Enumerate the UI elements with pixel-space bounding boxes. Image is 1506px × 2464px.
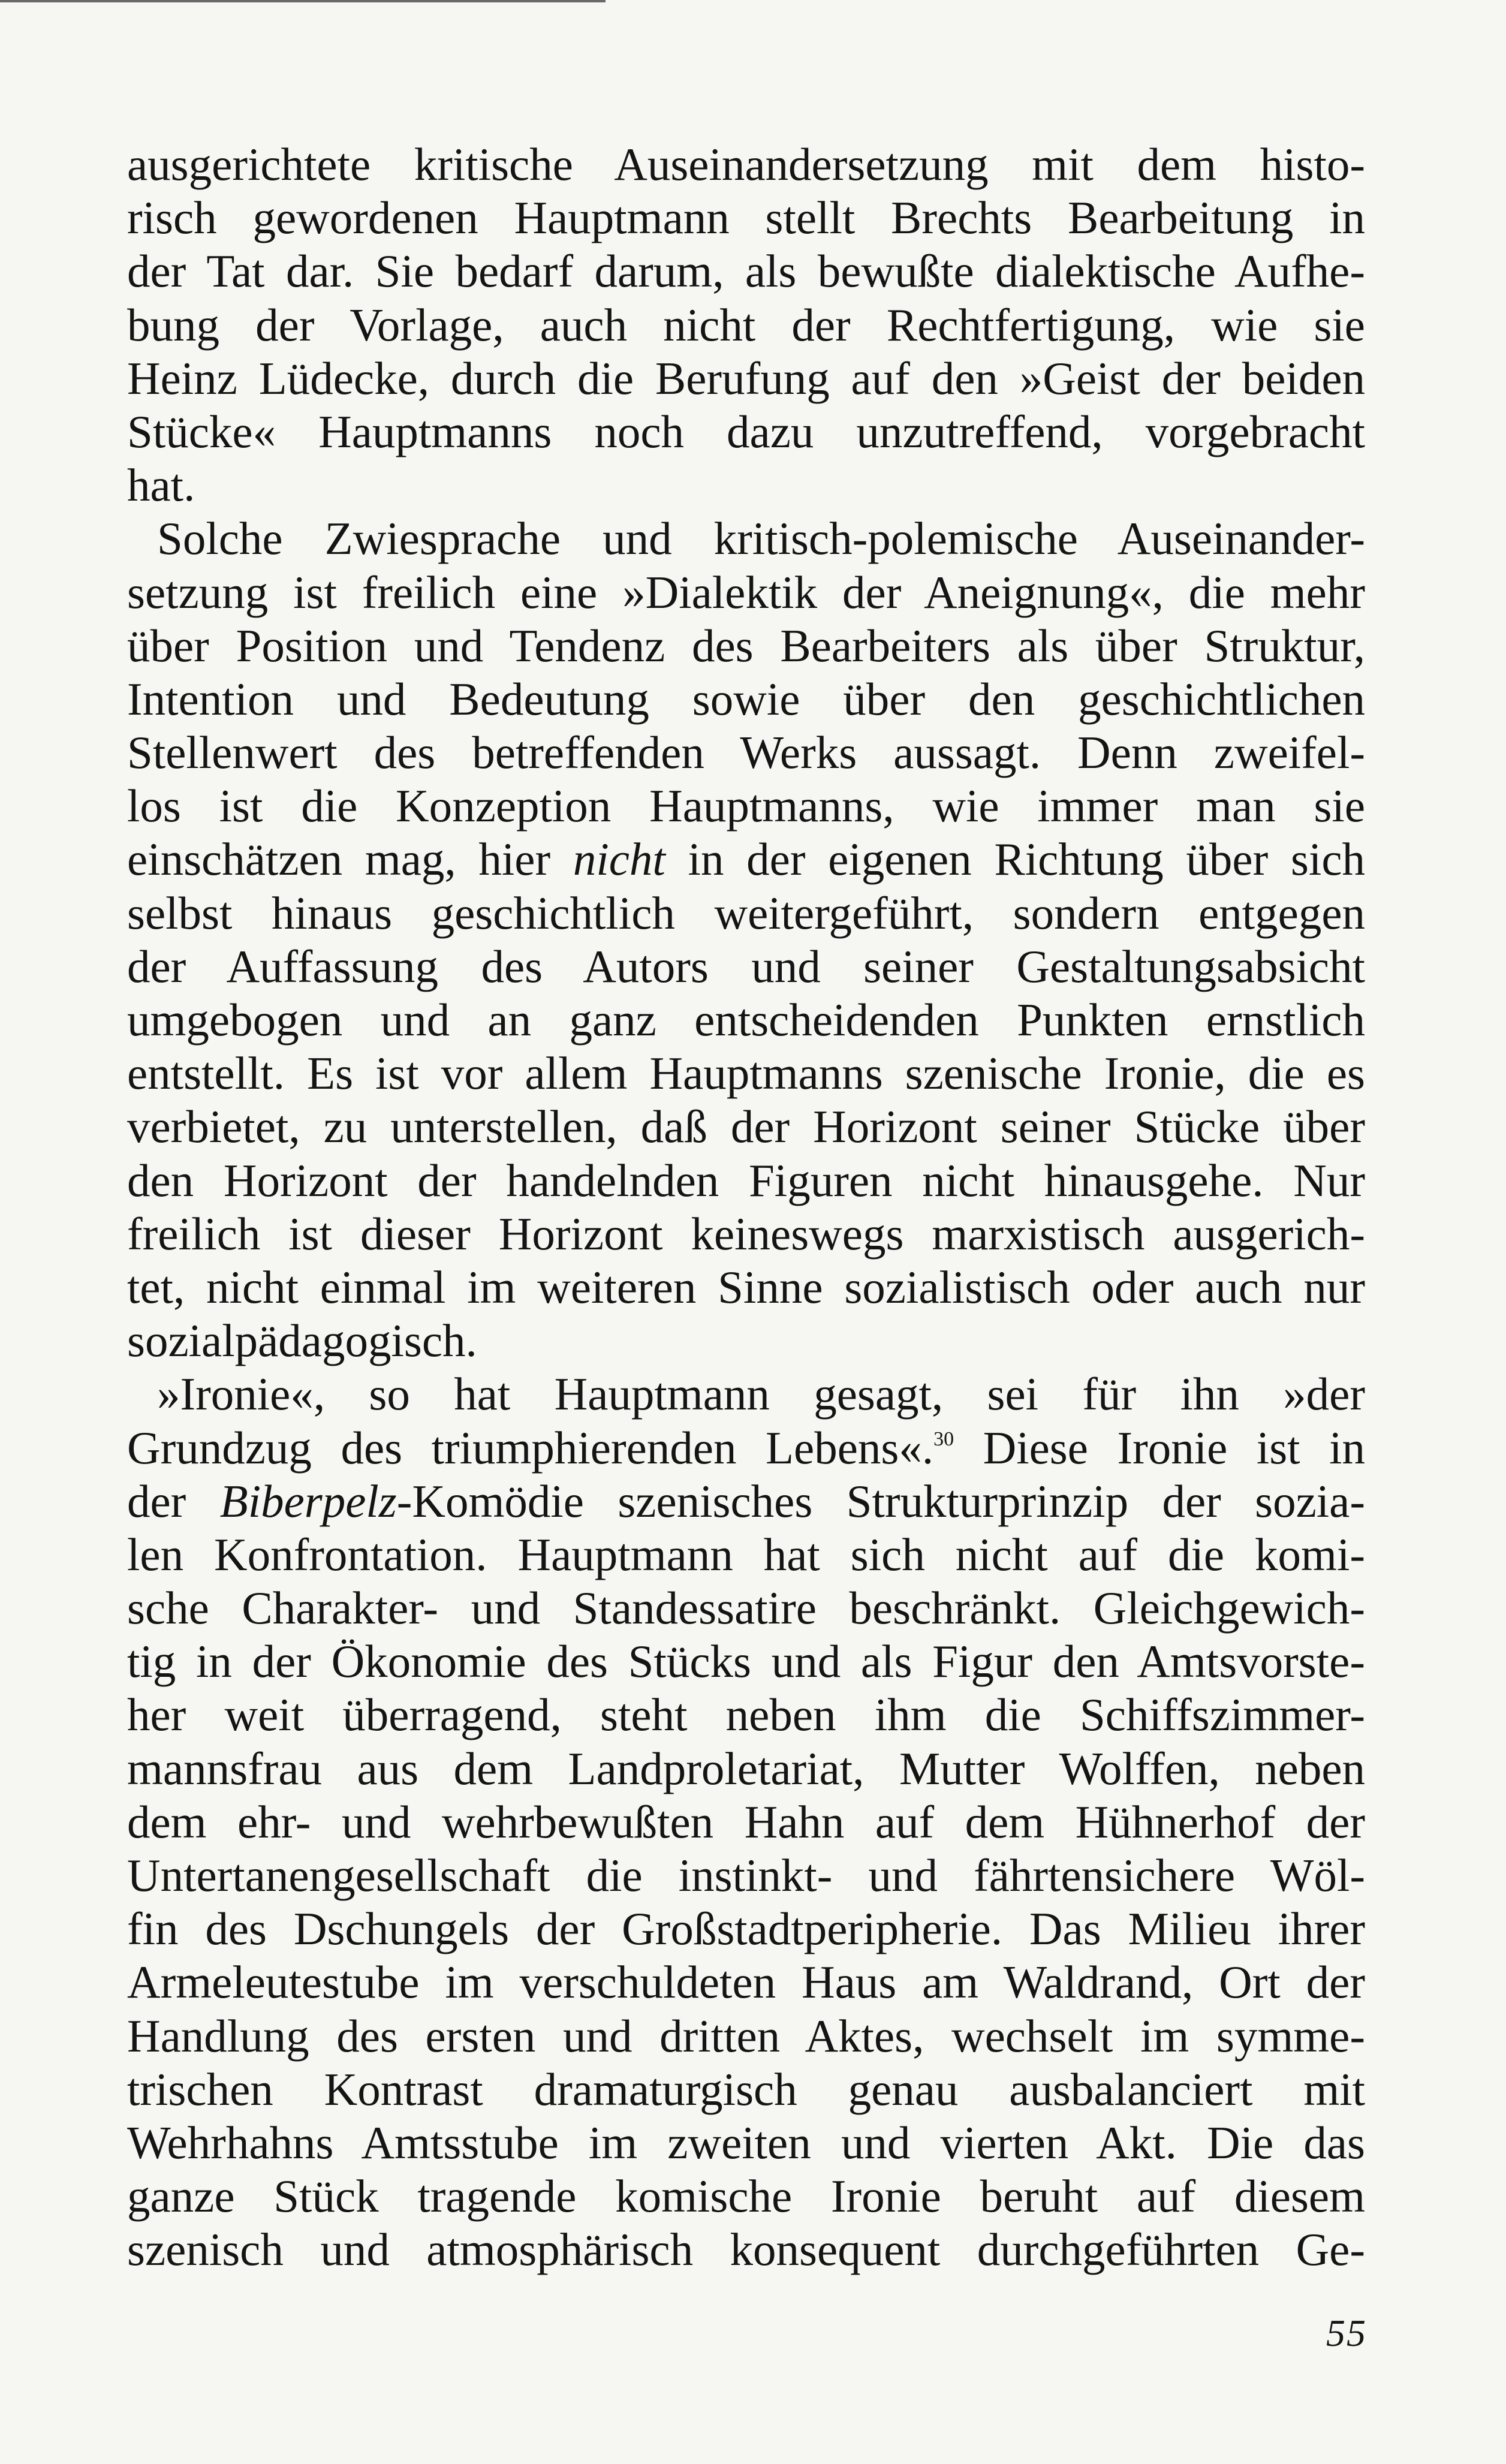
text-line xyxy=(127,352,1365,405)
text-line xyxy=(127,1475,1365,1528)
text-segment: sche Charakter- und Standessatire beschränkt. Gleichgewich- xyxy=(127,1582,1365,1634)
text-line xyxy=(127,1100,1365,1153)
paragraph xyxy=(127,1367,1365,2276)
text-line xyxy=(127,2116,1365,2170)
text-segment: dem ehr- und wehrbewußten Hahn auf dem Hühnerhof der xyxy=(127,1796,1365,1848)
text-line xyxy=(127,1154,1365,1207)
text-line xyxy=(127,1902,1365,1956)
text-segment: tet, nicht einmal im weiteren Sinne sozialistisch oder auch nur xyxy=(127,1261,1365,1313)
text-line xyxy=(127,1635,1365,1688)
text-segment: Diese Ironie ist in xyxy=(954,1421,1365,1474)
text-segment: der Tat dar. Sie bedarf darum, als bewußte dialektische Aufhe- xyxy=(127,245,1365,297)
text-line xyxy=(127,191,1365,245)
text-segment: umgebogen und an ganz entscheidenden Punkten ernstlich xyxy=(127,994,1365,1046)
text-segment: Intention und Bedeutung sowie über den geschichtlichen xyxy=(127,673,1365,725)
footnote-marker: 30 xyxy=(933,1427,954,1450)
page-number: 55 xyxy=(1326,2312,1367,2354)
text-segment: ganze Stück tragende komische Ironie beruht auf diesem xyxy=(127,2170,1365,2222)
text-segment: sozialpädagogisch. xyxy=(127,1315,477,1367)
text-segment: den Horizont der handelnden Figuren nicht hinausgehe. Nur xyxy=(127,1154,1365,1206)
text-line xyxy=(127,1956,1365,2009)
text-segment: Stücke« Hauptmanns noch dazu unzutreffend, vorgebracht xyxy=(127,405,1365,457)
text-line xyxy=(127,779,1365,833)
text-line xyxy=(127,673,1365,726)
text-segment: in der eigenen Richtung über sich xyxy=(665,833,1365,885)
text-line xyxy=(127,1742,1365,1796)
text-segment: fin des Dschungels der Großstadtperipherie. Das Milieu ihrer xyxy=(127,1903,1365,1955)
text-line xyxy=(127,1367,1365,1421)
text-segment: einschätzen mag, hier xyxy=(127,833,573,885)
text-segment: verbietet, zu unterstellen, daß der Horizont seiner Stücke über xyxy=(127,1101,1365,1153)
text-segment: Grundzug des triumphierenden Lebens«. xyxy=(127,1421,934,1474)
text-line xyxy=(127,2223,1365,2276)
text-line xyxy=(127,405,1365,459)
text-line xyxy=(127,1582,1365,1635)
text-line xyxy=(127,138,1365,191)
text-segment: der Auffassung des Autors und seiner Gestaltungsabsicht xyxy=(127,940,1365,992)
text-line xyxy=(127,940,1365,993)
italic-text: Biberpelz xyxy=(219,1475,397,1527)
text-line xyxy=(127,1314,1365,1367)
text-segment: Stellenwert des betreffenden Werks aussagt. Denn zweifel- xyxy=(127,727,1365,779)
text-line xyxy=(127,887,1365,940)
text-segment: über Position und Tendenz des Bearbeiters als über Struktur, xyxy=(127,619,1365,671)
text-line xyxy=(127,1421,1365,1475)
text-segment: der xyxy=(127,1475,220,1527)
text-line xyxy=(127,512,1365,565)
text-line xyxy=(127,1796,1365,1849)
text-line xyxy=(127,2063,1365,2116)
italic-text: nicht xyxy=(573,833,665,885)
text-segment: trischen Kontrast dramaturgisch genau ausbalanciert mit xyxy=(127,2063,1365,2115)
paragraph xyxy=(127,512,1365,1367)
text-segment: risch gewordenen Hauptmann stellt Brechts Bearbeitung in xyxy=(127,192,1365,244)
text-segment: Solche Zwiesprache und kritisch-polemische Auseinander- xyxy=(157,513,1365,565)
text-segment: hat. xyxy=(127,459,195,511)
top-rule xyxy=(0,0,606,2)
text-line xyxy=(127,566,1365,619)
text-line xyxy=(127,619,1365,673)
text-line xyxy=(127,2010,1365,2063)
text-segment: -Komödie szenisches Strukturprinzip der sozia- xyxy=(396,1475,1365,1527)
text-segment: Armeleutestube im verschuldeten Haus am Waldrand, Ort der xyxy=(127,1956,1365,2008)
text-segment: Heinz Lüdecke, durch die Berufung auf den »Geist der beiden xyxy=(127,352,1365,404)
text-line xyxy=(127,1047,1365,1100)
text-line xyxy=(127,1261,1365,1314)
body-text xyxy=(127,138,1365,2277)
text-line xyxy=(127,833,1365,886)
text-segment: los ist die Konzeption Hauptmanns, wie immer man sie xyxy=(127,780,1365,832)
text-line xyxy=(127,1688,1365,1742)
text-segment: entstellt. Es ist vor allem Hauptmanns szenische Ironie, die es xyxy=(127,1047,1365,1100)
text-line xyxy=(127,459,1365,512)
text-line xyxy=(127,993,1365,1047)
text-line xyxy=(127,1207,1365,1261)
text-line xyxy=(127,245,1365,298)
text-segment: bung der Vorlage, auch nicht der Rechtfertigung, wie sie xyxy=(127,299,1365,351)
text-line xyxy=(127,2170,1365,2223)
text-segment: selbst hinaus geschichtlich weitergeführt, sondern entgegen xyxy=(127,887,1365,939)
text-segment: setzung ist freilich eine »Dialektik der Aneignung«, die mehr xyxy=(127,566,1365,618)
text-segment: len Konfrontation. Hauptmann hat sich nicht auf die komi- xyxy=(127,1528,1365,1580)
paragraph xyxy=(127,138,1365,512)
text-line xyxy=(127,1528,1365,1582)
text-segment: ausgerichtete kritische Auseinandersetzung mit dem histo- xyxy=(127,138,1365,190)
text-segment: Wehrhahns Amtsstube im zweiten und vierten Akt. Die das xyxy=(127,2116,1365,2168)
text-line xyxy=(127,1849,1365,1902)
text-segment: tig in der Ökonomie des Stücks und als Figur den Amtsvorste- xyxy=(127,1635,1365,1688)
text-segment: freilich ist dieser Horizont keineswegs marxistisch ausgerich- xyxy=(127,1207,1365,1260)
text-line xyxy=(127,726,1365,779)
text-segment: Untertanengesellschaft die instinkt- und fährtensichere Wöl- xyxy=(127,1849,1365,1901)
text-segment: Handlung des ersten und dritten Aktes, wechselt im symme- xyxy=(127,2010,1365,2062)
text-segment: mannsfrau aus dem Landproletariat, Mutter Wolffen, neben xyxy=(127,1742,1365,1794)
text-line xyxy=(127,299,1365,352)
text-segment: szenisch und atmosphärisch konsequent durchgeführten Ge- xyxy=(127,2224,1365,2276)
text-segment: her weit überragend, steht neben ihm die Schiffszimmer- xyxy=(127,1689,1365,1741)
text-segment: »Ironie«, so hat Hauptmann gesagt, sei für ihn »der xyxy=(157,1368,1365,1420)
